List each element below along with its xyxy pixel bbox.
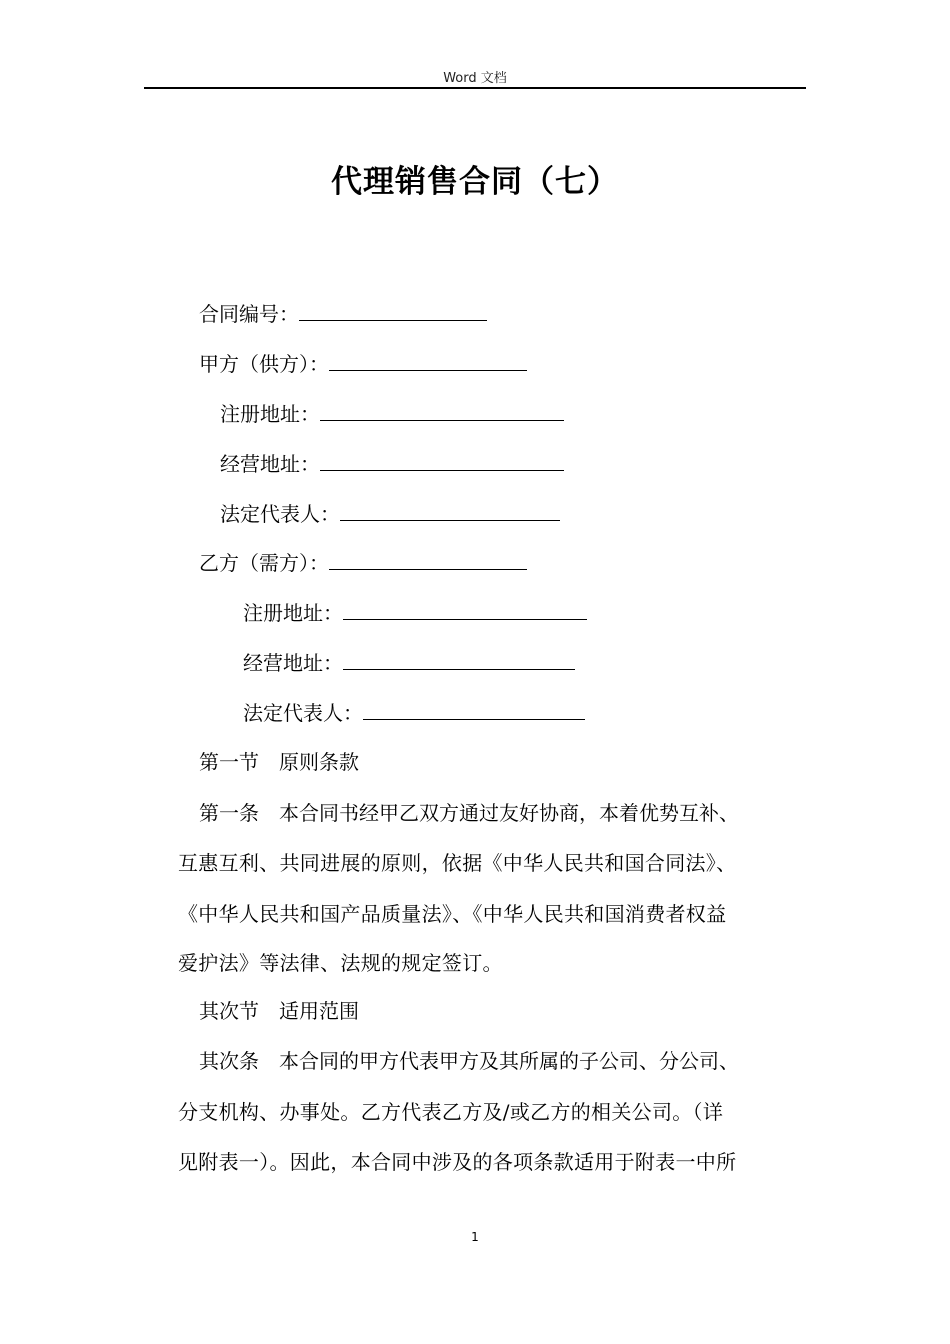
party-b-legal-rep-field <box>243 697 585 726</box>
party-b-biz-address-blank <box>343 649 575 670</box>
party-a-legal-rep-label: 法定代表人： <box>220 502 340 526</box>
page-header: Word 文档 <box>443 71 507 86</box>
party-b-reg-address-label: 注册地址： <box>243 601 343 625</box>
contract-number-blank <box>299 300 487 321</box>
party-a-field <box>199 348 527 377</box>
party-b-reg-address-blank <box>343 599 587 620</box>
article-2-line: 见附表一）。因此，本合同中涉及的各项条款适用于附表一中所 <box>178 1150 737 1174</box>
contract-number-label: 合同编号： <box>199 302 299 326</box>
party-a-reg-address-label: 注册地址： <box>220 402 320 426</box>
party-a-biz-address-label: 经营地址： <box>220 452 320 476</box>
party-b-legal-rep-label: 法定代表人： <box>243 701 363 725</box>
party-a-blank <box>329 350 527 371</box>
party-a-legal-rep-blank <box>340 500 560 521</box>
party-a-biz-address-field <box>220 448 564 477</box>
article-1-line: 爱护法》等法律、法规的规定签订。 <box>178 951 503 975</box>
article-2-line: 其次条 本合同的甲方代表甲方及其所属的子公司、分公司、 <box>199 1049 739 1073</box>
contract-number-field <box>199 298 487 327</box>
party-b-label: 乙方（需方）： <box>199 551 329 575</box>
section-1-heading: 第一节 原则条款 <box>199 750 359 774</box>
article-1-line: 互惠互利、共同进展的原则，依据《中华人民共和国合同法》、 <box>178 851 737 875</box>
page-number: 1 <box>471 1230 479 1244</box>
party-b-reg-address-field <box>243 597 587 626</box>
party-a-label: 甲方（供方）： <box>199 352 329 376</box>
article-1-line: 第一条 本合同书经甲乙双方通过友好协商，本着优势互补、 <box>199 801 739 825</box>
article-2-line: 分支机构、办事处。乙方代表乙方及/或乙方的相关公司。（详 <box>178 1100 724 1124</box>
party-b-field <box>199 547 527 576</box>
party-b-legal-rep-blank <box>363 699 585 720</box>
party-b-biz-address-label: 经营地址： <box>243 651 343 675</box>
party-a-legal-rep-field <box>220 498 560 527</box>
party-a-reg-address-blank <box>320 400 564 421</box>
document-title: 代理销售合同（七） <box>331 164 619 200</box>
party-a-biz-address-blank <box>320 450 564 471</box>
party-a-reg-address-field <box>220 398 564 427</box>
party-b-biz-address-field <box>243 647 575 676</box>
section-2-heading: 其次节 适用范围 <box>199 999 359 1023</box>
party-b-blank <box>329 549 527 570</box>
header-divider <box>144 87 806 89</box>
article-1-line: 《中华人民共和国产品质量法》、《中华人民共和国消费者权益 <box>178 902 727 926</box>
